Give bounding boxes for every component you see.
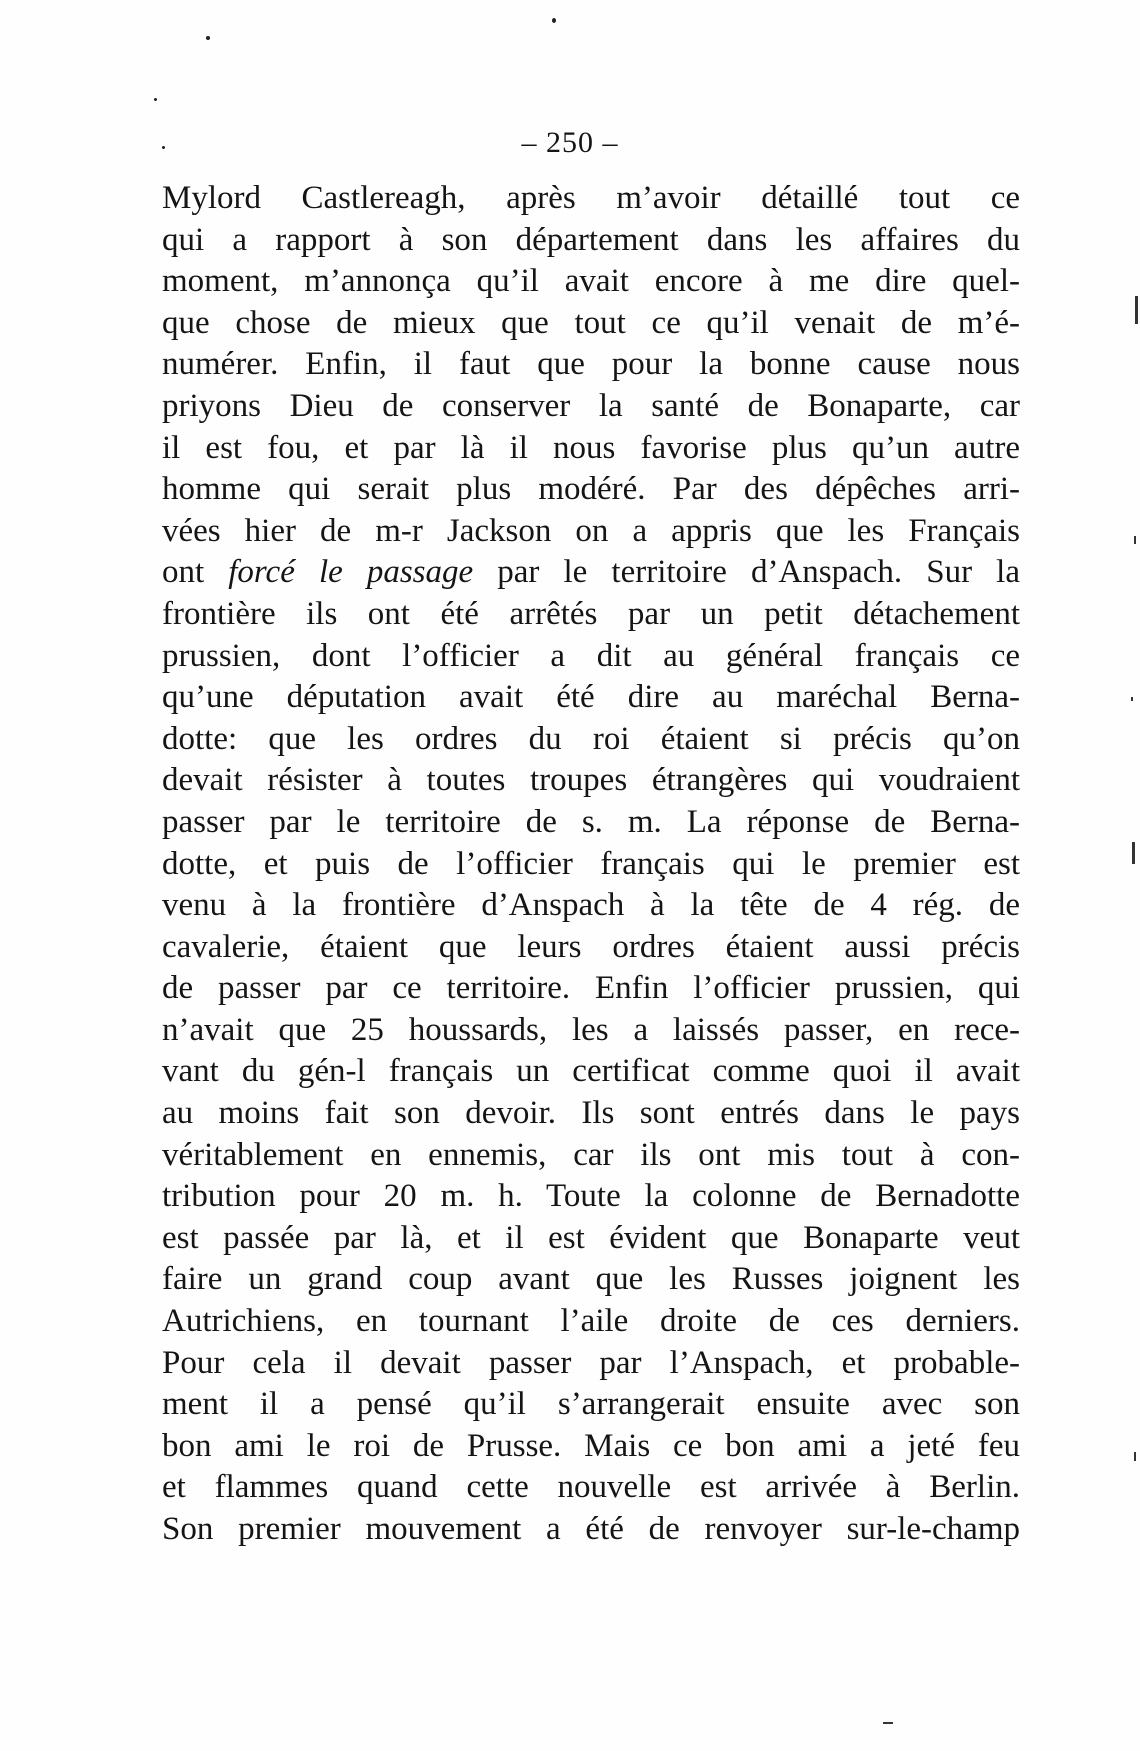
text-line: de passer par ce territoire. Enfin l’officier prussien, qui <box>162 970 1020 1007</box>
text-line: n’avait que 25 houssards, les a laissés passer, en rece- <box>162 1011 1020 1048</box>
text-line: frontière ils ont été arrêtés par un petit détachement <box>162 595 1020 632</box>
text-line: bon ami le roi de Prusse. Mais ce bon ami a jeté feu <box>162 1427 1020 1464</box>
text-line: Autrichiens, en tournant l’aile droite de ces derniers. <box>162 1303 1020 1340</box>
text-line: moment, m’annonça qu’il avait encore à me dire quel- <box>162 263 1020 300</box>
text-line: prussien, dont l’officier a dit au général français ce <box>162 637 1020 674</box>
text-line: est passée par là, et il est évident que Bonaparte veut <box>162 1219 1020 1256</box>
scan-speck <box>154 98 157 101</box>
text-line: Pour cela il devait passer par l’Anspach, et probable- <box>162 1344 1020 1381</box>
text-line: homme qui serait plus modéré. Par des dépêches arri- <box>162 471 1020 508</box>
margin-mark <box>883 1722 893 1724</box>
text-run: par le territoire d’Anspach. Sur la <box>473 554 1020 591</box>
page-number: – 250 – <box>521 126 619 159</box>
text-line: dotte, et puis de l’officier français qui le premier est <box>162 845 1020 882</box>
text-run: ont <box>162 554 229 591</box>
margin-mark <box>1131 697 1133 701</box>
text-line: ment il a pensé qu’il s’arrangerait ensuite avec son <box>162 1386 1020 1423</box>
text-line: Son premier mouvement a été de renvoyer sur-le-champ <box>162 1511 1020 1547</box>
text-line <box>162 552 1020 594</box>
margin-mark <box>1134 536 1136 544</box>
text-line: cavalerie, étaient que leurs ordres étaient aussi précis <box>162 928 1020 965</box>
text-line: tribution pour 20 m. h. Toute la colonne de Bernadotte <box>162 1178 1020 1215</box>
text-line: qu’une députation avait été dire au maréchal Berna- <box>162 679 1020 716</box>
text-line: Mylord Castlereagh, après m’avoir détaillé tout ce <box>162 180 1020 216</box>
margin-mark <box>1134 1452 1136 1461</box>
scan-speck <box>552 18 556 23</box>
italic-phrase: forcé le passage <box>228 554 474 591</box>
scan-speck <box>206 36 210 40</box>
text-line: véritablement en ennemis, car ils ont mis tout à con- <box>162 1136 1020 1173</box>
text-line: qui a rapport à son département dans les affaires du <box>162 221 1020 258</box>
text-line: venu à la frontière d’Anspach à la tête de 4 rég. de <box>162 887 1020 924</box>
text-line: il est fou, et par là il nous favorise plus qu’un autre <box>162 429 1020 466</box>
text-line: numérer. Enfin, il faut que pour la bonne cause nous <box>162 346 1020 383</box>
margin-mark <box>1135 296 1138 324</box>
text-line: vées hier de m-r Jackson on a appris que les Français <box>162 512 1020 549</box>
text-line: faire un grand coup avant que les Russes joignent les <box>162 1261 1020 1298</box>
text-line: passer par le territoire de s. m. La réponse de Berna- <box>162 803 1020 840</box>
text-line: priyons Dieu de conserver la santé de Bonaparte, car <box>162 387 1020 424</box>
text-line: vant du gén-l français un certificat comme quoi il avait <box>162 1053 1020 1090</box>
text-line: devait résister à toutes troupes étrangères qui voudraient <box>162 762 1020 799</box>
text-line: que chose de mieux que tout ce qu’il venait de m’é- <box>162 304 1020 341</box>
body-text <box>162 178 1020 1551</box>
text-line: et flammes quand cette nouvelle est arrivée à Berlin. <box>162 1469 1020 1506</box>
text-line: au moins fait son devoir. Ils sont entrés dans le pays <box>162 1095 1020 1132</box>
text-line: dotte: que les ordres du roi étaient si précis qu’on <box>162 720 1020 757</box>
margin-mark <box>1132 842 1135 864</box>
